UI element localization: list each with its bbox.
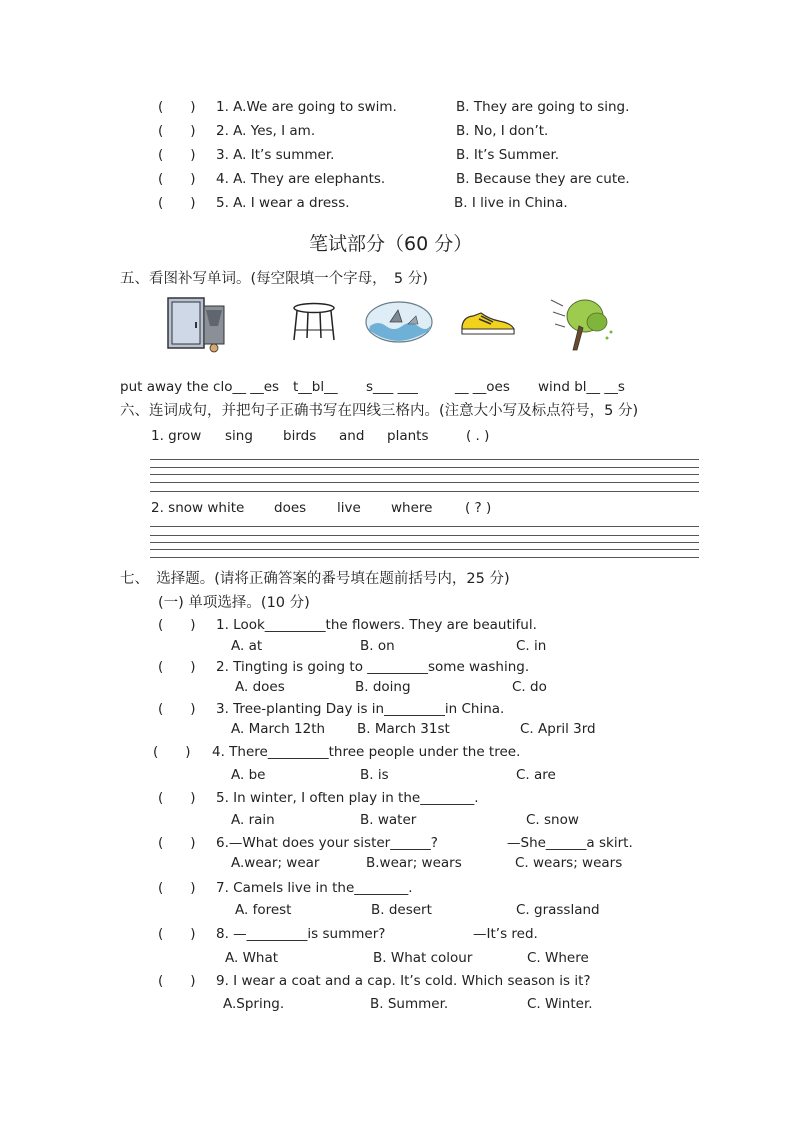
question-text: 6.—What does your sister______? [216, 835, 438, 851]
choice-c: C. April 3rd [520, 721, 596, 737]
writing-line[interactable] [150, 482, 699, 483]
wardrobe-picture [166, 296, 228, 354]
choice-b: B. Summer. [370, 996, 449, 1012]
question-text: 5. In winter, I often play in the________. [216, 790, 479, 806]
choice-b: B. desert [371, 902, 432, 918]
choice-a: A.Spring. [223, 996, 285, 1012]
choice-c: C. Winter. [527, 996, 593, 1012]
answer-bracket[interactable]: ( ) [158, 701, 196, 717]
choice-c: C. are [516, 767, 556, 783]
choice-c: C. snow [526, 812, 579, 828]
writing-line[interactable] [150, 549, 699, 550]
choice-b: B. doing [355, 679, 411, 695]
choice-a: A. rain [231, 812, 275, 828]
shoes-picture [459, 307, 517, 337]
answer-bracket[interactable]: ( ) [158, 195, 196, 211]
writing-line[interactable] [150, 542, 699, 543]
word-blank[interactable]: t__bl__ [293, 379, 338, 395]
answer-bracket[interactable]: ( ) [158, 835, 196, 851]
section5-heading: 五、看图补写单词。(每空限填一个字母， 5 分) [120, 271, 428, 287]
choice-c: C. do [512, 679, 547, 695]
question-text: 2. Tingting is going to _________some washing. [216, 659, 530, 675]
word-blank[interactable]: put away the clo__ __es [120, 379, 280, 395]
choice-b: B. March 31st [357, 721, 450, 737]
choice-b: B. water [360, 812, 417, 828]
listening-option-b: B. I live in China. [454, 195, 568, 211]
question-text: 9. I wear a coat and a cap. It’s cold. Which season is it? [216, 973, 591, 989]
word-blank[interactable]: s___ ___ [366, 379, 418, 395]
question-reply: —She______a skirt. [507, 835, 633, 851]
choice-a: A. does [235, 679, 285, 695]
question-text: 8. —_________is summer? [216, 926, 386, 942]
listening-option-a: 5. A. I wear a dress. [216, 195, 350, 211]
listening-option-b: B. Because they are cute. [456, 171, 630, 187]
stool-picture [291, 302, 337, 342]
choice-b: B. is [360, 767, 389, 783]
question-reply: —It’s red. [473, 926, 538, 942]
answer-bracket[interactable]: ( ) [158, 147, 196, 163]
scrambled-word: live [337, 500, 361, 516]
question-text: 3. Tree-planting Day is in_________in China. [216, 701, 505, 717]
scrambled-word: where [391, 500, 433, 516]
word-blank[interactable]: __ __oes [455, 379, 510, 395]
listening-option-b: B. No, I don’t. [456, 123, 549, 139]
choice-a: A. at [231, 638, 263, 654]
scrambled-word: and [339, 428, 365, 444]
choice-c: C. grassland [516, 902, 600, 918]
listening-option-a: 2. A. Yes, I am. [216, 123, 316, 139]
windy-tree-picture [549, 292, 615, 352]
choice-c: C. wears; wears [515, 855, 623, 871]
writing-line[interactable] [150, 491, 699, 492]
choice-c: C. in [516, 638, 547, 654]
punctuation-hint: ( ? ) [465, 500, 492, 516]
choice-c: C. Where [527, 950, 589, 966]
punctuation-hint: ( . ) [466, 428, 490, 444]
scrambled-word: sing [225, 428, 253, 444]
section6-heading: 六、连词成句，并把句子正确书写在四线三格内。(注意大小写及标点符号，5 分) [120, 403, 639, 419]
writing-line[interactable] [150, 459, 699, 460]
scrambled-word: birds [283, 428, 317, 444]
listening-option-a: 1. A.We are going to swim. [216, 99, 397, 115]
question-text: 4. There_________three people under the tree. [212, 744, 521, 760]
answer-bracket[interactable]: ( ) [158, 123, 196, 139]
choice-b: B. What colour [373, 950, 473, 966]
listening-option-b: B. It’s Summer. [456, 147, 560, 163]
writing-line[interactable] [150, 474, 699, 475]
choice-a: A. forest [235, 902, 292, 918]
answer-bracket[interactable]: ( ) [158, 99, 196, 115]
scrambled-word: plants [387, 428, 429, 444]
section7-subheading: (一) 单项选择。(10 分) [158, 595, 310, 611]
answer-bracket[interactable]: ( ) [158, 926, 196, 942]
scrambled-word: does [274, 500, 307, 516]
scrambled-word: 2. snow white [151, 500, 245, 516]
choice-a: A. be [231, 767, 266, 783]
answer-bracket[interactable]: ( ) [158, 171, 196, 187]
sea-picture [364, 300, 434, 344]
question-text: 7. Camels live in the________. [216, 880, 413, 896]
answer-bracket[interactable]: ( ) [158, 880, 196, 896]
writing-line[interactable] [150, 535, 699, 536]
choice-a: A. What [225, 950, 279, 966]
writing-line[interactable] [150, 526, 699, 527]
scrambled-word: 1. grow [151, 428, 202, 444]
listening-option-a: 4. A. They are elephants. [216, 171, 386, 187]
choice-b: B.wear; wears [366, 855, 462, 871]
writing-line[interactable] [150, 467, 699, 468]
choice-a: A. March 12th [231, 721, 326, 737]
written-part-title: 笔试部分（60 分） [309, 233, 473, 255]
listening-option-a: 3. A. It’s summer. [216, 147, 335, 163]
answer-bracket[interactable]: ( ) [153, 744, 191, 760]
choice-a: A.wear; wear [231, 855, 320, 871]
choice-b: B. on [360, 638, 395, 654]
writing-line[interactable] [150, 557, 699, 558]
answer-bracket[interactable]: ( ) [158, 617, 196, 633]
section7-heading: 七、 选择题。(请将正确答案的番号填在题前括号内，25 分) [120, 571, 510, 587]
listening-option-b: B. They are going to sing. [456, 99, 630, 115]
answer-bracket[interactable]: ( ) [158, 973, 196, 989]
answer-bracket[interactable]: ( ) [158, 659, 196, 675]
question-text: 1. Look_________the flowers. They are beautiful. [216, 617, 537, 633]
word-blank[interactable]: wind bl__ __s [538, 379, 625, 395]
answer-bracket[interactable]: ( ) [158, 790, 196, 806]
